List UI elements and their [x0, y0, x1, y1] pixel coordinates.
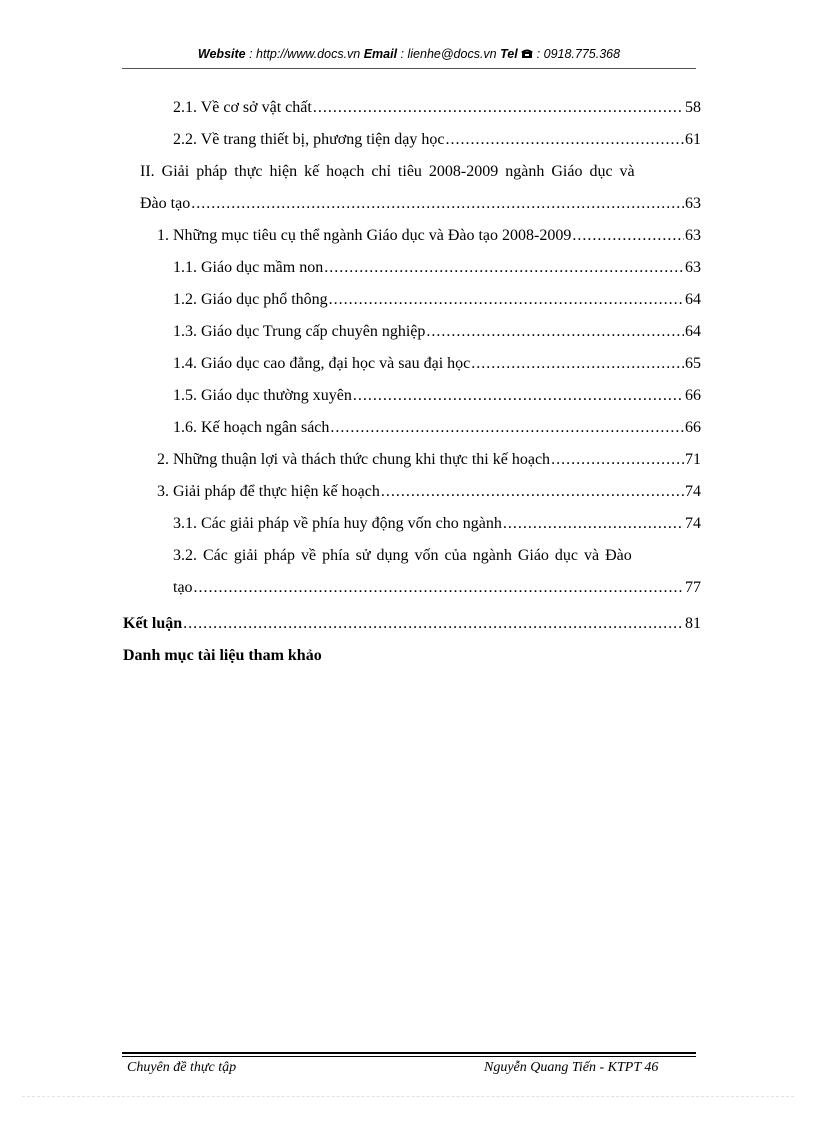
- toc-entry-page: 58: [685, 99, 701, 116]
- toc-entry-page: 66: [685, 419, 701, 436]
- toc-entry-label: 3. Giải pháp để thực hiện kế hoạch: [157, 483, 380, 500]
- toc-entry-page: 74: [685, 515, 701, 532]
- toc-entry-label: Kết luận: [123, 615, 183, 632]
- footer-rule: [122, 1052, 696, 1054]
- toc-entry-page: 71: [685, 451, 701, 468]
- toc-entry-label: 2. Những thuận lợi và thách thức chung khi thực thi kế hoạch: [157, 451, 551, 468]
- toc-entry[interactable]: [157, 224, 701, 248]
- toc-entry-label: 2.1. Về cơ sở vật chất: [173, 99, 312, 116]
- email-label: Email: [363, 47, 398, 61]
- toc-entry[interactable]: [173, 256, 701, 280]
- toc-entry-label: 3.1. Các giải pháp về phía huy động vốn cho ngành: [173, 515, 502, 532]
- toc-entry[interactable]: [157, 448, 701, 472]
- toc-entry-label: 1.6. Kế hoạch ngân sách: [173, 419, 330, 436]
- toc-entry[interactable]: [123, 644, 701, 668]
- email-value: : lienhe@docs.vn: [397, 47, 501, 61]
- footer-left: Chuyên đề thực tập: [127, 1060, 237, 1075]
- toc-entry-page: 64: [685, 323, 701, 340]
- toc-entry-label: 2.2. Về trang thiết bị, phương tiện dạy học: [173, 131, 445, 148]
- website-value: : http://www.docs.vn: [245, 47, 364, 61]
- toc-entry-page: 74: [685, 483, 701, 500]
- toc-entry-page: 63: [685, 227, 701, 244]
- toc-entry-label: 1.5. Giáo dục thường xuyên: [173, 387, 352, 404]
- toc-entry-label: 1. Những mục tiêu cụ thể ngành Giáo dục và Đào tạo 2008-2009: [157, 227, 572, 244]
- tel-value: : 0918.775.368: [533, 47, 621, 61]
- toc-entry-label: Danh mục tài liệu tham khảo: [123, 647, 322, 664]
- toc-entry[interactable]: [123, 612, 701, 636]
- toc-entry-label: 1.4. Giáo dục cao đẳng, đại học và sau đại học: [173, 355, 471, 372]
- toc-entry-label: Đào tạo: [140, 195, 191, 212]
- toc-entry-label: 1.1. Giáo dục mầm non: [173, 259, 324, 276]
- toc-entry-page: 66: [685, 387, 701, 404]
- tel-label: Tel: [500, 47, 518, 61]
- toc-entry-label: tạo: [173, 579, 193, 596]
- toc-entry[interactable]: [173, 512, 701, 536]
- toc-entry[interactable]: [173, 352, 701, 376]
- toc-entry-page: 61: [685, 131, 701, 148]
- toc-entry[interactable]: [140, 192, 701, 216]
- toc-entry[interactable]: [173, 288, 701, 312]
- toc-entry-page: 77: [685, 579, 701, 596]
- toc-entry-label: 3.2. Các giải pháp về phía sử dụng vốn của ngành Giáo dục và Đào: [173, 547, 632, 564]
- toc-entry-page: 64: [685, 291, 701, 308]
- toc-entry[interactable]: [140, 160, 701, 184]
- footer-right: Nguyễn Quang Tiến - KTPT 46: [484, 1060, 659, 1075]
- toc-entry-label: II. Giải pháp thực hiện kế hoạch chỉ tiêu 2008-2009 ngành Giáo dục và: [140, 163, 635, 180]
- page-edge: [22, 1096, 794, 1097]
- toc-entry[interactable]: [173, 416, 701, 440]
- toc-entry[interactable]: [173, 128, 701, 152]
- toc-entry-page: 63: [685, 195, 701, 212]
- website-label: Website: [197, 47, 246, 61]
- toc-entry-page: 65: [685, 355, 701, 372]
- footer-rule-thin: [122, 1056, 696, 1057]
- toc-entry-label: 1.3. Giáo dục Trung cấp chuyên nghiệp: [173, 323, 426, 340]
- toc-entry-page: 81: [685, 615, 701, 632]
- toc-entry[interactable]: [157, 480, 701, 504]
- toc-entry-page: 63: [685, 259, 701, 276]
- toc-entry[interactable]: [173, 576, 701, 600]
- toc-entry[interactable]: [173, 384, 701, 408]
- toc-entry[interactable]: [173, 96, 701, 120]
- toc-entry-label: 1.2. Giáo dục phổ thông: [173, 291, 328, 308]
- toc-entry[interactable]: [173, 544, 701, 568]
- toc-entry[interactable]: [173, 320, 701, 344]
